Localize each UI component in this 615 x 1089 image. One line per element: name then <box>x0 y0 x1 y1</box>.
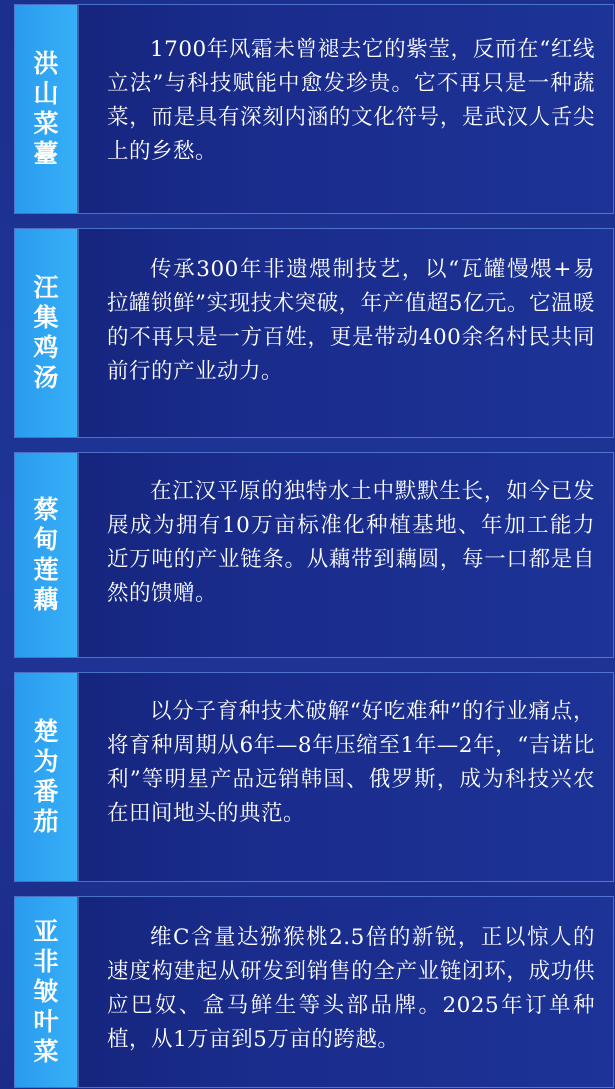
section-card-yafei <box>14 896 614 1088</box>
section-title: 楚为番茄 <box>33 717 59 836</box>
section-text: 在江汉平原的独特水土中默默生长，如今已发展成为拥有10万亩标准化种植基地、年加工能力近万吨的产业链条。从藕带到藕圆，每一口都是自然的馈赠。 <box>107 479 595 606</box>
section-text: 传承300年非遗煨制技艺，以“瓦罐慢煨+易拉罐锁鲜”实现技术突破，年产值超5亿元。它温暖的不再只是一方百姓，更是带动400余名村民共同前行的产业动力。 <box>107 257 595 384</box>
section-card-hongshan <box>14 4 614 214</box>
section-text: 1700年风霜未曾褪去它的紫莹，反而在“红线立法”与科技赋能中愈发珍贵。它不再只是一种蔬菜，而是具有深刻内涵的文化符号，是武汉人舌尖上的乡愁。 <box>107 37 595 164</box>
section-title: 汪集鸡汤 <box>33 273 59 392</box>
section-tab <box>15 5 77 213</box>
section-tab <box>15 673 77 881</box>
section-title: 洪山菜薹 <box>33 49 59 168</box>
section-tab <box>15 229 77 437</box>
section-text: 维C含量达猕猴桃2.5倍的新锐，正以惊人的速度构建起从研发到销售的全产业链闭环，成功供应巴奴、盒马鲜生等头部品牌。2025年订单种植，从1万亩到5万亩的跨越。 <box>107 925 595 1052</box>
section-tab <box>15 453 77 657</box>
section-title: 蔡甸莲藕 <box>33 495 59 614</box>
section-title: 亚非皱叶菜 <box>33 917 59 1066</box>
section-card-chuwei <box>14 672 614 882</box>
section-card-wangji <box>14 228 614 438</box>
section-card-caidian <box>14 452 614 658</box>
section-tab <box>15 897 77 1087</box>
section-text: 以分子育种技术破解“好吃难种”的行业痛点，将育种周期从6年—8年压缩至1年—2年，“吉诺比利”等明星产品远销韩国、俄罗斯，成为科技兴农在田间地头的典范。 <box>107 699 595 826</box>
